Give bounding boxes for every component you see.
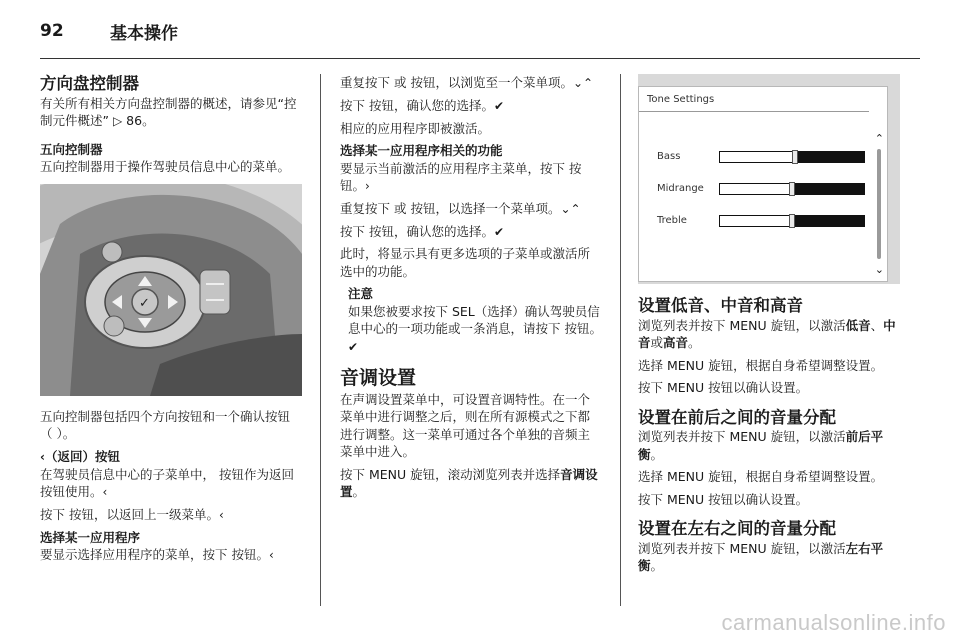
- bass-label: Bass: [657, 151, 681, 162]
- chevron-up-icon: ⌃: [583, 76, 594, 90]
- fader-p2: 选择 MENU 旋钮，根据自身希望调整设置。: [638, 469, 884, 485]
- chevron-left-icon: ‹: [40, 449, 45, 464]
- figure-caption: 五向控制器包括四个方向按钮和一个确认按钮（ ）。: [40, 408, 291, 442]
- midrange-fill: [720, 184, 792, 194]
- balance-title: 设置在左右之间的音量分配: [638, 519, 836, 539]
- column-divider-2: [620, 74, 621, 606]
- steering-wheel-photo: [40, 184, 302, 396]
- bass-mid-treble-title: 设置低音、中音和高音: [638, 296, 803, 315]
- function-heading: 选择某一应用程序相关的功能: [340, 143, 503, 159]
- back-button-text-2: 按下 按钮，以返回上一级菜单。‹: [40, 507, 224, 523]
- function-text: 要显示当前激活的应用程序主菜单，按下 按钮。›: [340, 160, 582, 194]
- column-1: [40, 74, 302, 569]
- col2-p6: 此时，将显示具有更多选项的子菜单或激活所选中的功能。: [340, 246, 591, 279]
- chevron-up-icon: ⌃: [570, 201, 581, 216]
- chevron-down-icon: ⌄: [572, 76, 584, 90]
- tone-settings-title: 音调设置: [340, 366, 417, 389]
- scrollbar[interactable]: [877, 149, 881, 259]
- bass-fill: [720, 152, 795, 162]
- col2-p3: 相应的应用程序即被激活。: [340, 120, 491, 136]
- watermark: carmanualsonline.info: [721, 610, 946, 635]
- balance-text: 浏览列表并按下 MENU 旋钮，以激活左右平衡。: [638, 540, 884, 574]
- fader-p3: 按下 MENU 按钮以确认设置。: [638, 491, 809, 507]
- bass-mid-treble-p3: 按下 MENU 按钮以确认设置。: [638, 380, 809, 396]
- treble-label: Treble: [657, 215, 687, 226]
- back-button-heading: ‹（返回）按钮: [40, 448, 120, 464]
- header-rule: [40, 58, 920, 59]
- col2-p5: 按下 按钮，确认您的选择。✔: [340, 223, 505, 239]
- bass-slider[interactable]: [719, 151, 865, 163]
- select-app-heading: 选择某一应用程序: [40, 529, 141, 545]
- bass-knob[interactable]: [792, 150, 798, 164]
- tone-text-2: 按下 MENU 旋钮，滚动浏览列表并选择音调设置。: [340, 466, 598, 500]
- treble-knob[interactable]: [789, 214, 795, 228]
- scroll-down-icon[interactable]: ⌄: [874, 262, 884, 276]
- tone-settings-screen: [638, 74, 900, 284]
- scroll-up-icon[interactable]: ⌃: [874, 132, 884, 145]
- tone-text-1: 在声调设置菜单中，可设置音调特性。在一个菜单中进行调整之后，则在所有源模式之下都进行调整。这一菜单可通过各个单独的音频主菜单中进入。: [340, 391, 591, 460]
- select-app-text: 要显示选择应用程序的菜单，按下 按钮。‹: [40, 547, 274, 563]
- chapter-title: 基本操作: [110, 23, 178, 44]
- bass-mid-treble-p2: 选择 MENU 旋钮，根据自身希望调整设置。: [638, 357, 884, 373]
- svg-text:✓: ✓: [139, 295, 150, 311]
- treble-slider[interactable]: [719, 215, 865, 227]
- fader-title: 设置在前后之间的音量分配: [638, 407, 836, 427]
- five-way-text: 五向控制器用于操作驾驶员信息中心的菜单。: [40, 159, 291, 175]
- check-icon: ✔: [493, 98, 505, 113]
- col2-p1: 重复按下 或 按钮，以浏览至一个菜单项。⌄⌃: [340, 75, 594, 90]
- midrange-row[interactable]: [657, 181, 865, 197]
- bass-row[interactable]: [657, 149, 865, 165]
- column-3: [638, 74, 900, 580]
- note-text: 如果您被要求按下 SEL（选择）确认驾驶员信息中心的一项功能或一条消息，请按下 按钮。✔: [348, 303, 602, 354]
- sub-title-five-way: 五向控制器: [40, 141, 103, 157]
- page-header: [40, 14, 178, 48]
- chevron-right-icon: ›: [365, 179, 370, 194]
- midrange-slider[interactable]: [719, 183, 865, 195]
- chevron-down-icon: ⌄: [560, 201, 571, 216]
- chevron-left-icon: ‹: [218, 508, 224, 523]
- steering-wheel-illustration: [40, 184, 302, 396]
- column-2: [340, 74, 602, 506]
- col2-p4: 重复按下 或 按钮，以选择一个菜单项。⌄⌃: [340, 200, 581, 216]
- note-heading: 注意: [348, 286, 374, 302]
- column-divider-1: [320, 74, 321, 606]
- midrange-knob[interactable]: [789, 182, 795, 196]
- chevron-left-icon: ‹: [268, 548, 274, 563]
- bass-mid-treble-text: 浏览列表并按下 MENU 旋钮，以激活低音、中音或高音。: [638, 317, 896, 351]
- page-number: 92: [40, 21, 64, 41]
- treble-row[interactable]: [657, 213, 865, 229]
- col2-p2: 按下 按钮，确认您的选择。✔: [340, 97, 505, 113]
- check-icon: ✔: [493, 224, 505, 239]
- chevron-left-icon: ‹: [102, 485, 108, 500]
- section-title-steering-controls: 方向盘控制器: [40, 74, 139, 93]
- treble-fill: [720, 216, 792, 226]
- note-box: [348, 285, 602, 355]
- back-button-text-1: 在驾驶员信息中心的子菜单中， 按钮作为返回按钮使用。‹: [40, 466, 294, 500]
- fader-text: 浏览列表并按下 MENU 旋钮，以激活前后平衡。: [638, 429, 884, 462]
- screen-title: Tone Settings: [639, 87, 869, 112]
- page-ref-icon: ▷: [112, 114, 123, 129]
- midrange-label: Midrange: [657, 183, 704, 194]
- check-icon: ✔: [348, 339, 359, 354]
- tone-settings-panel: [638, 86, 888, 282]
- intro-text: 有关所有相关方向盘控制器的概述，请参见“控制元件概述” ▷ 86。: [40, 95, 297, 129]
